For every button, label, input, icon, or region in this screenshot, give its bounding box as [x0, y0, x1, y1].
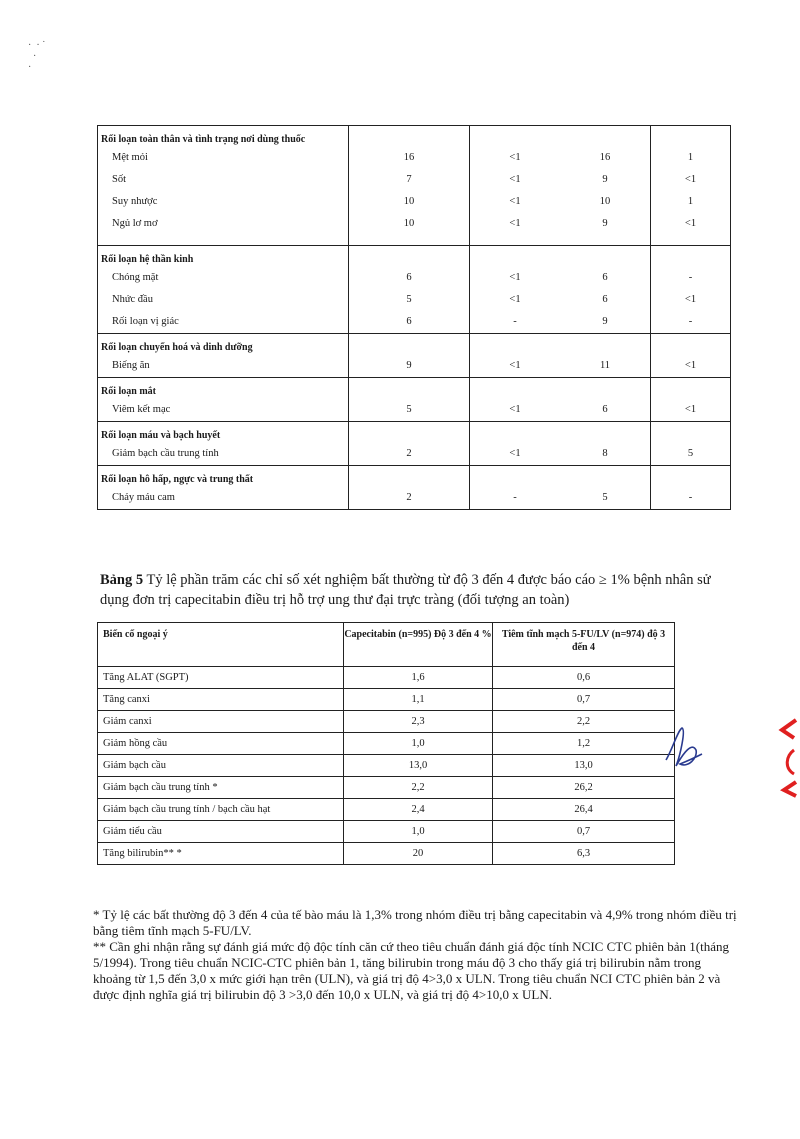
footnote-1: * Tỷ lệ các bất thường độ 3 đến 4 của tế bào máu là 1,3% trong nhóm điều trị bằng capecitabin và 4,9% trong nhóm điều trị bằng tiêm tĩnh mạch 5-FU/LV. — [93, 907, 737, 938]
group-title: Rối loạn toàn thân và tình trạng nơi dùng thuốc — [98, 126, 349, 148]
table-row — [98, 147, 731, 169]
table-footnotes — [93, 907, 737, 1003]
row-label: Rối loạn vị giác — [98, 311, 349, 334]
empty-cell — [651, 422, 731, 444]
value-cell: - — [688, 272, 693, 283]
capecitabin-value: 1,0 — [344, 821, 493, 843]
value-cell: <1 — [684, 218, 697, 229]
value-cell: <1 — [509, 404, 521, 415]
value-cell: <1 — [684, 174, 697, 185]
capecitabin-value: 2,2 — [344, 777, 493, 799]
value-cell: <1 — [509, 272, 521, 283]
table-row — [98, 289, 731, 311]
row-label: Tăng bilirubin** * — [98, 843, 344, 865]
group-title: Rối loạn hô hấp, ngực và trung thất — [98, 466, 349, 488]
caption-text: Tỷ lệ phần trăm các chỉ số xét nghiệm bất thường từ độ 3 đến 4 được báo cáo ≥ 1% bệnh nhân sử dụng đơn trị capecitabin điều trị hỗ trợ ung thư đại trực tràng (đối tượng an toàn) — [100, 572, 711, 608]
5fu-value: 1,2 — [493, 733, 675, 755]
value-cell: 6 — [560, 289, 651, 311]
handwritten-initial — [660, 720, 704, 780]
empty-cell — [349, 246, 470, 268]
5fu-value: 26,2 — [493, 777, 675, 799]
row-label: Giảm tiểu cầu — [98, 821, 344, 843]
empty-cell — [651, 126, 731, 148]
table-row — [98, 689, 675, 711]
empty-cell — [349, 422, 470, 444]
empty-cell — [470, 466, 561, 488]
table-row — [98, 355, 731, 378]
value-cell: <1 — [509, 152, 521, 163]
caption-label: Bảng 5 — [100, 572, 144, 588]
row-label: Tăng canxi — [98, 689, 344, 711]
table-row — [98, 311, 731, 334]
5fu-value: 0,7 — [493, 689, 675, 711]
row-label: Tăng ALAT (SGPT) — [98, 667, 344, 689]
row-label: Giảm canxi — [98, 711, 344, 733]
empty-cell — [349, 126, 470, 148]
header-event: Biến cố ngoại ý — [98, 623, 344, 667]
group-title: Rối loạn mắt — [98, 378, 349, 400]
row-label: Giảm bạch cầu trung tính / bạch cầu hạt — [98, 799, 344, 821]
table-row — [98, 821, 675, 843]
empty-cell — [470, 246, 561, 268]
group-header-row — [98, 378, 731, 400]
group-title: Rối loạn hệ thần kinh — [98, 246, 349, 268]
value-cell: 16 — [349, 147, 470, 169]
table-row — [98, 191, 731, 213]
empty-cell — [470, 126, 561, 148]
5fu-value: 2,2 — [493, 711, 675, 733]
empty-cell — [560, 422, 651, 444]
value-cell: 11 — [560, 355, 651, 378]
value-cell: <1 — [509, 196, 521, 207]
empty-cell — [560, 334, 651, 356]
red-stamp-fragment — [776, 690, 800, 810]
value-cell: 2 — [349, 487, 470, 510]
empty-cell — [560, 246, 651, 268]
table-row — [98, 667, 675, 689]
empty-cell — [470, 378, 561, 400]
value-cell: - — [688, 492, 693, 503]
value-cell: 9 — [560, 311, 651, 334]
row-label: Mệt mỏi — [98, 147, 349, 169]
value-cell: - — [513, 316, 517, 327]
5fu-value: 6,3 — [493, 843, 675, 865]
value-cell: 16 — [560, 147, 651, 169]
5fu-value: 26,4 — [493, 799, 675, 821]
row-label: Giảm bạch cầu trung tính — [98, 443, 349, 466]
value-cell: <1 — [509, 360, 521, 371]
row-label: Viêm kết mạc — [98, 399, 349, 422]
value-cell: 8 — [560, 443, 651, 466]
value-cell: <1 — [509, 294, 521, 305]
table-row — [98, 487, 731, 510]
capecitabin-value: 2,4 — [344, 799, 493, 821]
value-cell: 10 — [349, 213, 470, 235]
group-header-row — [98, 334, 731, 356]
row-label: Chảy máu cam — [98, 487, 349, 510]
table-row — [98, 399, 731, 422]
capecitabin-value: 2,3 — [344, 711, 493, 733]
row-label: Giảm bạch cầu — [98, 755, 344, 777]
value-cell: 5 — [349, 289, 470, 311]
table-row — [98, 843, 675, 865]
group-title: Rối loạn chuyển hoá và dinh dưỡng — [98, 334, 349, 356]
value-cell: 6 — [560, 399, 651, 422]
group-header-row — [98, 126, 731, 148]
value-cell: <1 — [509, 218, 521, 229]
capecitabin-value: 13,0 — [344, 755, 493, 777]
value-cell: 10 — [349, 191, 470, 213]
empty-cell — [651, 378, 731, 400]
value-cell: 9 — [349, 355, 470, 378]
row-label: Biếng ăn — [98, 355, 349, 378]
value-cell: 6 — [349, 311, 470, 334]
empty-cell — [560, 466, 651, 488]
5fu-value: 0,7 — [493, 821, 675, 843]
empty-cell — [651, 246, 731, 268]
empty-cell — [349, 334, 470, 356]
row-label: Sốt — [98, 169, 349, 191]
value-cell: <1 — [509, 174, 521, 185]
adverse-events-table — [97, 125, 731, 510]
group-header-row — [98, 246, 731, 268]
table-row — [98, 777, 675, 799]
empty-cell — [470, 422, 561, 444]
value-cell: 9 — [560, 169, 651, 191]
value-cell: <1 — [509, 448, 521, 459]
table-row — [98, 169, 731, 191]
capecitabin-value: 1,6 — [344, 667, 493, 689]
header-capecitabin: Capecitabin (n=995) Độ 3 đến 4 % — [344, 623, 493, 667]
lab-abnormalities-table — [97, 622, 675, 865]
row-label: Ngủ lơ mơ — [98, 213, 349, 235]
value-cell: 5 — [687, 448, 694, 459]
table-row — [98, 799, 675, 821]
empty-cell — [349, 378, 470, 400]
empty-cell — [470, 334, 561, 356]
group-title: Rối loạn máu và bạch huyết — [98, 422, 349, 444]
value-cell: <1 — [684, 404, 697, 415]
value-cell: - — [688, 316, 693, 327]
group-header-row — [98, 422, 731, 444]
value-cell: 1 — [687, 152, 694, 163]
row-label: Giảm hồng cầu — [98, 733, 344, 755]
table-row — [98, 443, 731, 466]
value-cell: 1 — [687, 196, 694, 207]
table-5-caption — [100, 570, 734, 610]
empty-cell — [560, 378, 651, 400]
table-row — [98, 733, 675, 755]
table-row — [98, 711, 675, 733]
empty-cell — [560, 126, 651, 148]
table-row — [98, 267, 731, 289]
capecitabin-value: 1,1 — [344, 689, 493, 711]
footnote-2: ** Cần ghi nhận rằng sự đánh giá mức độ độc tính căn cứ theo tiêu chuẩn đánh giá độc tính NCIC CTC phiên bản 1(tháng 5/1994). Trong tiêu chuẩn NCIC-CTC phiên bản 1, tăng bilirubin trong máu độ 3 cho thấy giá trị bilirubin nằm trong khoảng từ 1,5 đến 3,0 x mức giới hạn trên (ULN), và giá trị độ 4>3,0 x ULN. Trong tiêu chuẩn NCI CTC phiên bản 2 và được định nghĩa giá trị bilirubin độ 3 >3,0 đến 10,0 x ULN, và giá trị độ 4>10,0 x ULN. — [93, 939, 729, 1002]
row-label: Nhức đầu — [98, 289, 349, 311]
value-cell: 7 — [349, 169, 470, 191]
value-cell: 10 — [560, 191, 651, 213]
capecitabin-value: 1,0 — [344, 733, 493, 755]
table-row — [98, 213, 731, 235]
value-cell: - — [513, 492, 517, 503]
row-label: Giảm bạch cầu trung tính * — [98, 777, 344, 799]
spacer-row — [98, 235, 731, 246]
table-row — [98, 755, 675, 777]
scan-speckles: · · ˙ · · — [28, 40, 46, 73]
empty-cell — [651, 334, 731, 356]
value-cell: 6 — [349, 267, 470, 289]
capecitabin-value: 20 — [344, 843, 493, 865]
row-label: Chóng mặt — [98, 267, 349, 289]
value-cell: 2 — [349, 443, 470, 466]
empty-cell — [651, 466, 731, 488]
value-cell: <1 — [684, 294, 697, 305]
5fu-value: 0,6 — [493, 667, 675, 689]
value-cell: 5 — [560, 487, 651, 510]
header-5fu: Tiêm tĩnh mạch 5-FU/LV (n=974) độ 3 đến 4 — [493, 623, 675, 667]
value-cell: 6 — [560, 267, 651, 289]
value-cell: 5 — [349, 399, 470, 422]
5fu-value: 13,0 — [493, 755, 675, 777]
row-label: Suy nhược — [98, 191, 349, 213]
value-cell: <1 — [684, 360, 697, 371]
empty-cell — [349, 466, 470, 488]
group-header-row — [98, 466, 731, 488]
value-cell: 9 — [560, 213, 651, 235]
